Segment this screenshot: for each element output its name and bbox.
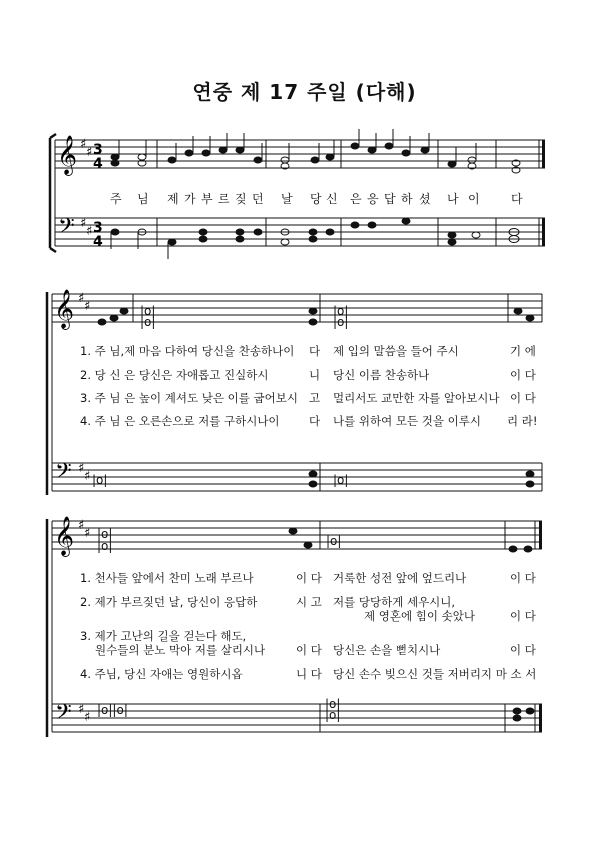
verse-ending: 다 <box>309 344 321 358</box>
treble-staff <box>55 140 545 168</box>
sharp-icon: ♯ <box>78 702 85 717</box>
page-title: 연중 제 17 주일 (다해) <box>192 80 417 104</box>
lyric-syllable: 르 <box>218 192 230 206</box>
verse-text: 2. 제가 부르짖던 날, 당신이 응답하 <box>80 595 258 609</box>
verse-ending: 니 <box>309 368 321 382</box>
lyric-syllable: 셨 <box>419 192 431 206</box>
time-signature-bottom: 4 <box>93 234 103 250</box>
verse-text: 제 입의 말씀을 들어 주시 <box>333 344 459 358</box>
verse-text: 멀리서도 교만한 자를 알아보시나 <box>333 391 500 405</box>
sharp-icon: ♯ <box>80 216 87 231</box>
lyric-syllable: 다 <box>511 192 523 206</box>
lyric-syllable: 당 <box>310 192 322 206</box>
time-signature-top: 3 <box>93 220 103 236</box>
lyric-syllable: 주 <box>110 192 122 206</box>
lyric-syllable: 제 <box>167 192 179 206</box>
svg-text:|o|: |o| <box>140 304 156 318</box>
sharp-icon: ♯ <box>84 710 91 725</box>
verse-text: 3. 주 님 은 높이 계셔도 낮은 이를 굽어보시 <box>80 391 298 405</box>
svg-text:|o|: |o| <box>333 304 349 318</box>
bass-clef-icon: 𝄢 <box>55 459 72 489</box>
verse-text: 나를 위하여 모든 것을 이루시 <box>333 414 481 428</box>
verse-ending: 이 다 <box>510 643 536 657</box>
svg-text:|o|: |o| <box>97 527 113 541</box>
svg-text:|o|: |o| <box>325 708 341 722</box>
svg-text:|o|: |o| <box>333 473 349 487</box>
lyric-syllable: 신 <box>326 192 338 206</box>
verse-ending: 고 <box>309 391 321 405</box>
verse-text: 3. 제가 고난의 길을 걷는다 해도, <box>80 629 247 643</box>
lyric-syllable: 던 <box>252 192 264 206</box>
sharp-icon: ♯ <box>80 137 87 152</box>
verse-text: 1. 천사들 앞에서 찬미 노래 부르나 <box>80 571 254 585</box>
verse-ending: 기 에 <box>510 344 536 358</box>
verse-text: 저를 당당하게 세우시니, <box>333 595 456 609</box>
lyric-syllable: 이 <box>468 192 480 206</box>
system-psalm-2 <box>47 516 542 737</box>
verse-ending: 시 고 <box>296 595 322 609</box>
verse-ending: 이 다 <box>510 571 536 585</box>
verse-text: 당신은 손을 뻗치시나 <box>333 643 441 657</box>
svg-text:|o|: |o| <box>140 315 156 329</box>
verse-ending: 니 다 <box>296 667 322 681</box>
sharp-icon: ♯ <box>84 469 91 484</box>
lyric-syllable: 가 <box>184 192 196 206</box>
lyric-syllable: 짖 <box>235 192 247 206</box>
lyric-syllable: 부 <box>201 192 213 206</box>
verse-text: 거룩한 성전 앞에 엎드리나 <box>333 571 467 585</box>
sharp-icon: ♯ <box>78 518 85 533</box>
bass-clef-icon: 𝄢 <box>58 214 75 244</box>
svg-text:|o|: |o| <box>97 539 113 553</box>
lyric-syllable: 날 <box>281 192 293 206</box>
bass-staff <box>52 463 542 491</box>
verse-ending: 이 다 <box>510 391 536 405</box>
svg-text:|o|: |o| <box>325 697 341 711</box>
verse-ending: 이 다 <box>510 368 536 382</box>
time-signature-top: 3 <box>93 142 103 158</box>
svg-text:|o|: |o| <box>333 315 349 329</box>
verse-ending: 리 라! <box>507 414 538 428</box>
verse-ending: 이 다 <box>510 609 536 623</box>
verse-ending: 이 다 <box>296 643 322 657</box>
bass-staff <box>55 218 545 246</box>
verse-text: 제 영혼에 힘이 솟았나 <box>364 609 475 623</box>
time-signature-bottom: 4 <box>93 156 103 172</box>
verse-text: 2. 당 신 은 당신은 자애롭고 진실하시 <box>80 368 269 382</box>
verse-ending: 다 <box>309 414 321 428</box>
lyric-syllable: 응 <box>367 192 379 206</box>
verse-text: 원수들의 분노 막아 저를 살리시나 <box>95 643 266 657</box>
lyric-syllable: 은 <box>350 192 362 206</box>
lyric-syllable: 님 <box>137 192 149 206</box>
treble-clef-icon: 𝄞 <box>54 289 75 329</box>
svg-text:|o|: |o| <box>92 473 108 487</box>
treble-notes <box>111 129 520 173</box>
lyric-syllable: 답 <box>384 192 396 206</box>
sharp-icon: ♯ <box>86 224 93 239</box>
svg-text:|o||o|: |o||o| <box>97 703 128 717</box>
lyric-syllable: 하 <box>401 192 413 206</box>
svg-text:|o|: |o| <box>326 534 342 548</box>
sharp-icon: ♯ <box>84 299 91 314</box>
verse-ending: 이 다 <box>296 571 322 585</box>
treble-staff <box>52 521 542 549</box>
sharp-icon: ♯ <box>86 145 93 160</box>
bass-clef-icon: 𝄢 <box>55 700 72 730</box>
verse-text: 1. 주 님,제 마음 다하여 당신을 찬송하나이 <box>80 344 295 358</box>
verse-text: 4. 주 님 은 오른손으로 저를 구하시나이 <box>80 414 280 428</box>
lyric-syllable: 나 <box>447 192 459 206</box>
sharp-icon: ♯ <box>84 526 91 541</box>
treble-clef-icon: 𝄞 <box>54 516 75 556</box>
treble-clef-icon: 𝄞 <box>57 135 78 175</box>
sharp-icon: ♯ <box>78 461 85 476</box>
verse-text: 당신 손수 빚으신 것들 저버리지 마 소 서 <box>333 667 537 681</box>
verse-text: 4. 주님, 당신 자애는 영원하시옵 <box>80 667 243 681</box>
sharp-icon: ♯ <box>78 291 85 306</box>
verse-text: 당신 이름 찬송하나 <box>333 368 430 382</box>
